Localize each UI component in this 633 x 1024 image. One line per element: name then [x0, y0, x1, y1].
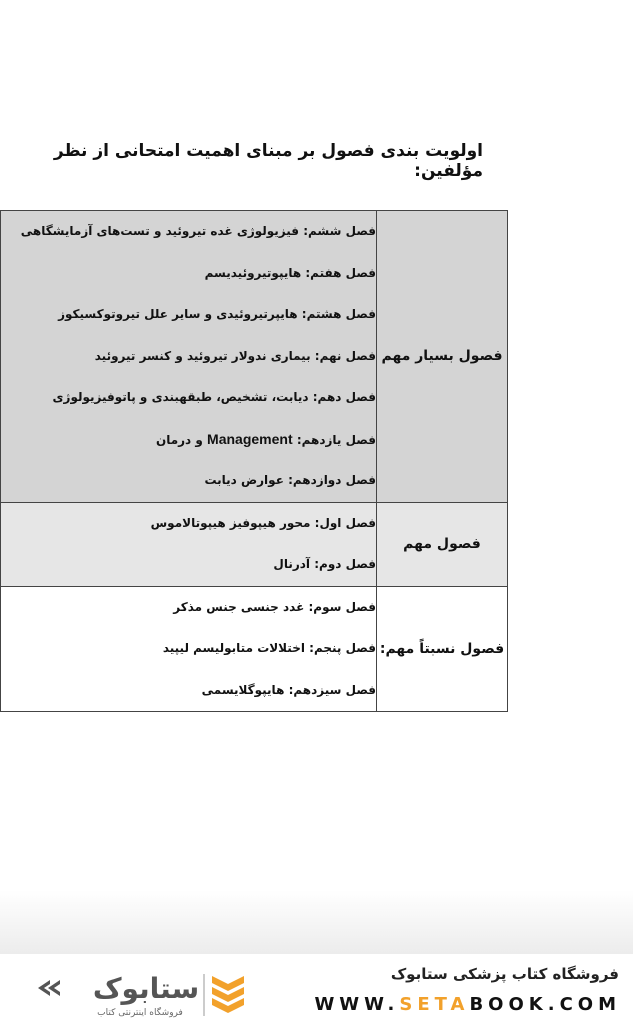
category-cell: فصول مهم: [377, 502, 508, 586]
chapter-item: فصل ششم: فیزیولوژی غده تیروئید و تست‌های آزمایشگاهی: [20, 224, 376, 238]
category-cell: فصول بسیار مهم: [377, 211, 508, 503]
page-heading: اولویت بندی فصول بر مبنای اهمیت امتحانی از نظر مؤلفین:: [53, 141, 483, 181]
items-cell: [1, 502, 377, 586]
chapter-item: فصل دوازدهم: عوارض دیابت: [204, 473, 376, 487]
chapter-item: فصل هفتم: هایپوتیروئیدیسم: [204, 265, 376, 280]
category-cell: فصول نسبتاً مهم:: [377, 586, 508, 712]
store-url[interactable]: WWW.SETABOOK.COM: [314, 994, 621, 1015]
chapter-item: فصل نهم: بیماری ندولار تیروئید و کنسر تیروئید: [94, 348, 376, 363]
footer-banner: [0, 954, 633, 1024]
table-row: [1, 586, 508, 712]
chapter-item: فصل یازدهم: Management و درمان: [155, 430, 376, 447]
chapter-priority-table: [0, 210, 508, 712]
chapter-item: فصل سیزدهم: هایپوگلایسمی: [201, 682, 376, 697]
setabook-chevron-icon: [212, 976, 244, 1013]
table-row: [1, 211, 508, 503]
table-row: [1, 502, 508, 586]
setabook-logo: [28, 968, 253, 1020]
chapter-item: فصل هشتم: هایپرتیروئیدی و سایر علل تیروتوکسیکوز: [58, 307, 376, 321]
store-name: فروشگاه کتاب پزشکی ستابوک: [390, 965, 619, 983]
items-cell: [1, 586, 377, 712]
page-bottom-shadow: [0, 890, 633, 954]
logo-wordmark: ستابوک: [92, 972, 200, 1005]
chapter-item: فصل اول: محور هیپوفیز هیپوتالاموس: [150, 515, 376, 530]
chapter-item: فصل دوم: آدرنال: [273, 557, 376, 571]
items-cell: [1, 211, 377, 503]
chapter-item: فصل سوم: غدد جنسی جنس مذکر: [173, 599, 376, 614]
logo-subtitle: فروشگاه اینترنتی کتاب: [97, 1008, 183, 1018]
chapter-item: فصل پنجم: اختلالات متابولیسم لیپید: [162, 641, 376, 655]
double-chevron-icon: [38, 980, 60, 996]
chapter-item: فصل دهم: دیابت، تشخیص، طبقهبندی و پاتوفیزیولوژی: [52, 390, 376, 404]
